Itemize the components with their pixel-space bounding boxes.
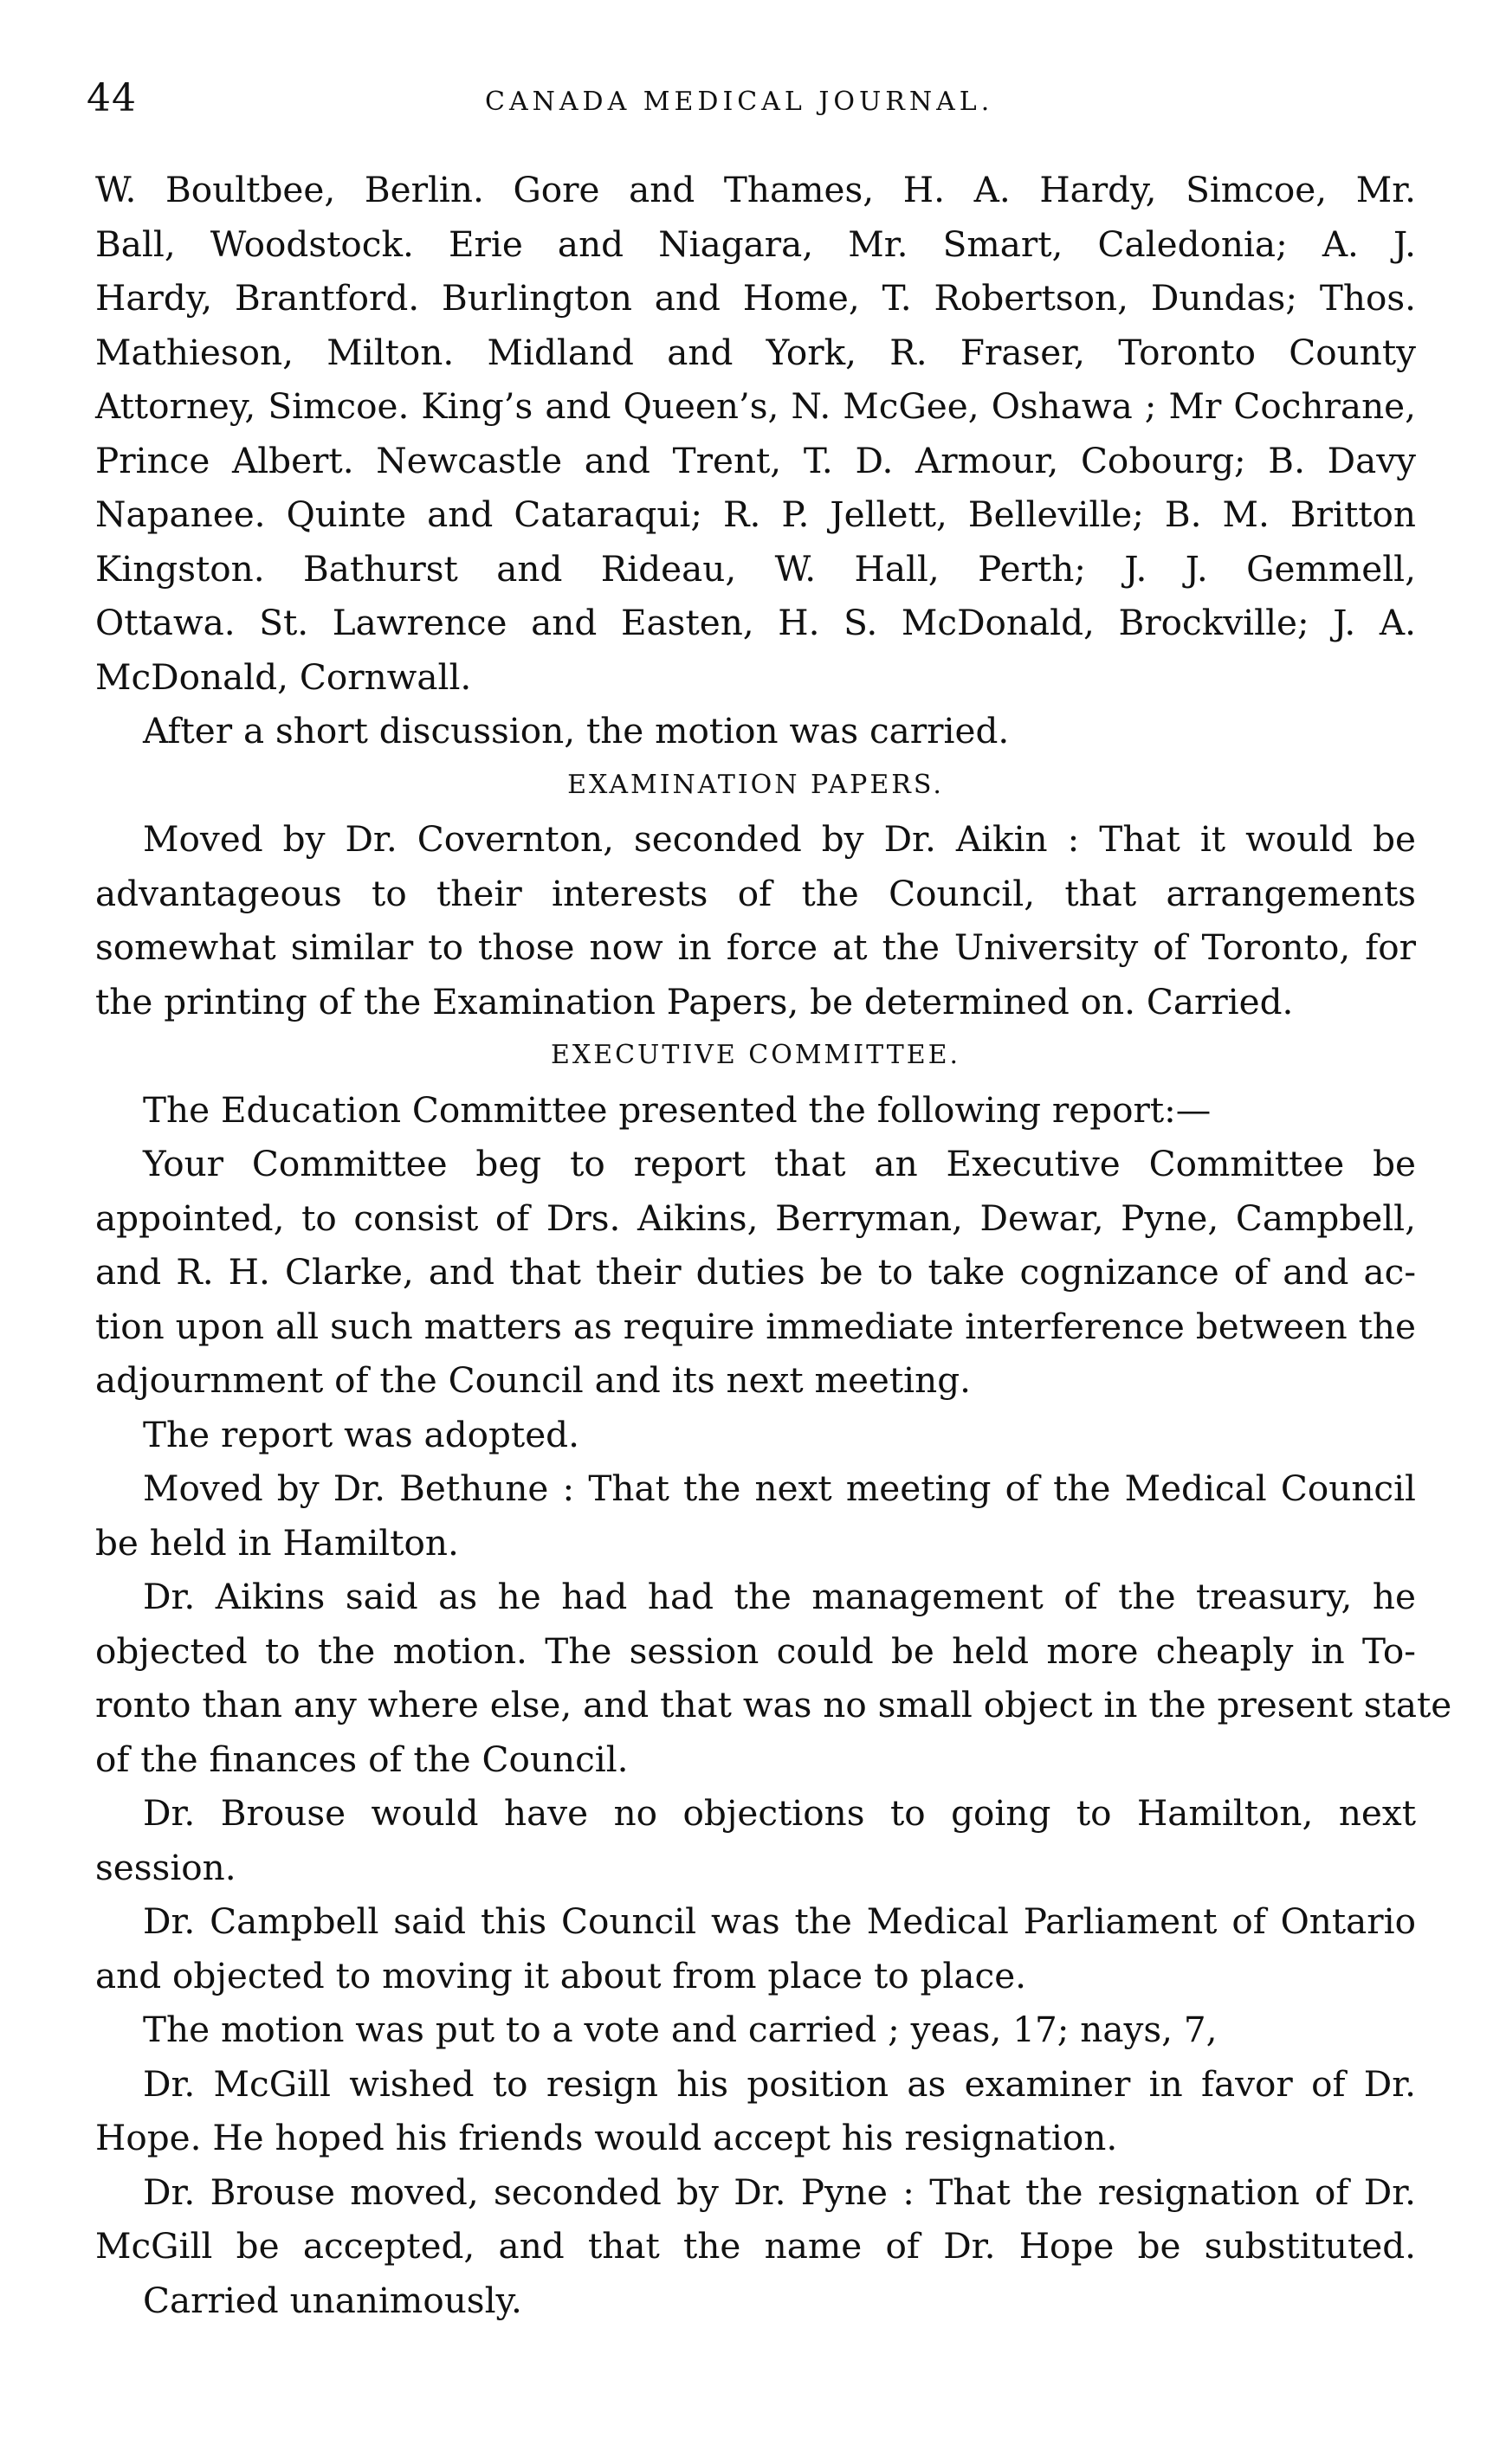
text-line: Dr. Campbell said this Council was the Medical Parliament of Ontario <box>143 1900 1416 1942</box>
text-line: McDonald, Cornwall. <box>95 655 472 698</box>
text-line: appointed, to consist of Drs. Aikins, Berryman, Dewar, Pyne, Campbell, <box>95 1197 1416 1239</box>
text-line: Moved by Dr. Bethune : That the next meeting of the Medical Council <box>143 1467 1416 1509</box>
text-line: and objected to moving it about from place to place. <box>95 1954 1027 1996</box>
text-line: of the finances of the Council. <box>95 1738 629 1780</box>
text-line: Dr. Brouse would have no objections to going to Hamilton, next <box>143 1792 1416 1834</box>
text-line: After a short discussion, the motion was carried. <box>143 710 1010 751</box>
text-line: Prince Albert. Newcastle and Trent, T. D. Armour, Cobourg; B. Davy <box>95 439 1416 481</box>
text-line: the printing of the Examination Papers, be determined on. Carried. <box>95 980 1294 1022</box>
text-line: objected to the motion. The session could be held more cheaply in To- <box>95 1629 1416 1672</box>
running-head <box>87 76 1420 128</box>
text-line: Napanee. Quinte and Cataraqui; R. P. Jellett, Belleville; B. M. Britton <box>95 493 1416 535</box>
text-line: adjournment of the Council and its next meeting. <box>95 1359 971 1401</box>
text-line: Hardy, Brantford. Burlington and Home, T. Robertson, Dundas; Thos. <box>95 277 1416 319</box>
text-line: Ottawa. St. Lawrence and Easten, H. S. McDonald, Brockville; J. A. <box>95 602 1416 643</box>
page-number: 44 <box>87 76 137 120</box>
text-line: Mathieson, Milton. Midland and York, R. Fraser, Toronto County <box>95 331 1416 373</box>
text-line: Ball, Woodstock. Erie and Niagara, Mr. Smart, Caledonia; A. J. <box>95 223 1416 265</box>
text-line: The Education Committee presented the following report:— <box>143 1088 1212 1131</box>
text-line: tion upon all such matters as require immediate interference between the <box>95 1305 1416 1347</box>
text-line: advantageous to their interests of the Council, that arrangements <box>95 872 1416 914</box>
text-line: be held in Hamilton. <box>95 1521 459 1564</box>
text-line: somewhat similar to those now in force at the University of Toronto, for <box>95 926 1416 968</box>
text-line: and R. H. Clarke, and that their duties be to take cognizance of and ac- <box>95 1251 1416 1293</box>
text-line: McGill be accepted, and that the name of Dr. Hope be substituted. <box>95 2225 1416 2267</box>
text-line: ronto than any where else, and that was no small object in the present state <box>95 1684 1452 1725</box>
text-line: Attorney, Simcoe. King’s and Queen’s, N. McGee, Oshawa ; Mr Cochrane, <box>95 385 1416 427</box>
text-line: The motion was put to a vote and carried ; yeas, 17; nays, 7, <box>143 2009 1218 2050</box>
text-line: Carried unanimously. <box>143 2279 522 2321</box>
text-line: The report was adopted. <box>143 1413 579 1455</box>
journal-title: CANADA MEDICAL JOURNAL. <box>485 87 994 117</box>
text-line: Your Committee beg to report that an Executive Committee be <box>143 1143 1416 1184</box>
section-heading-executive-committee: EXECUTIVE COMMITTEE. <box>550 1040 961 1070</box>
text-line: W. Boultbee, Berlin. Gore and Thames, H. A. Hardy, Simcoe, Mr. <box>95 169 1416 210</box>
text-line: Moved by Dr. Covernton, seconded by Dr. Aikin : That it would be <box>143 818 1416 860</box>
section-heading-examination-papers: EXAMINATION PAPERS. <box>567 769 944 800</box>
text-line: Hope. He hoped his friends would accept his resignation. <box>95 2117 1118 2158</box>
text-line: Dr. McGill wished to resign his position as examiner in favor of Dr. <box>143 2062 1416 2105</box>
text-line: session. <box>95 1846 236 1888</box>
article-body <box>95 163 1452 2327</box>
text-line: Kingston. Bathurst and Rideau, W. Hall, Perth; J. J. Gemmell, <box>95 547 1416 590</box>
text-line: Dr. Aikins said as he had had the management of the treasury, he <box>143 1576 1416 1617</box>
text-line: Dr. Brouse moved, seconded by Dr. Pyne : That the resignation of Dr. <box>143 2171 1416 2213</box>
